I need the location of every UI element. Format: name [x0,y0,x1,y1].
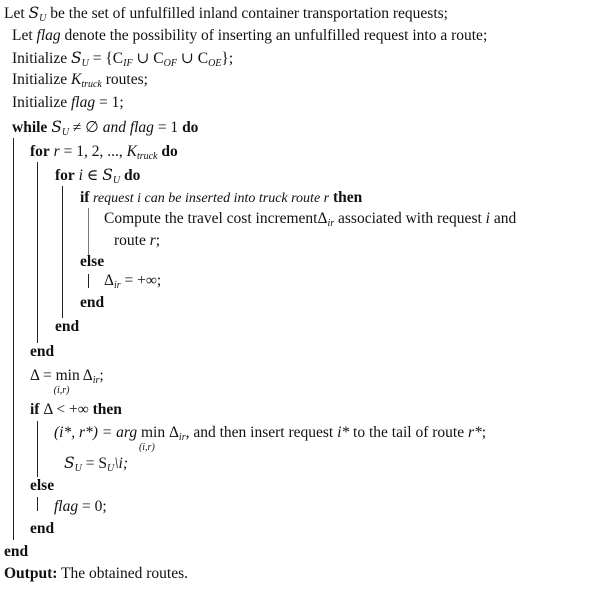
math-sub: truck [81,79,102,90]
text: ; [481,424,487,441]
math: Δ [79,367,93,384]
text: Compute the travel cost increment [104,210,318,227]
math: = 1 [153,119,183,136]
text: Initialize [12,94,71,111]
math: (i*, r*) = arg [54,424,141,441]
keyword-end: end [80,294,105,311]
math: min [140,424,166,441]
text: Let [4,5,29,22]
math-sub: U [39,13,47,24]
line-end-if [80,293,104,313]
math: = 0; [78,498,107,515]
math-var: r* [467,424,482,441]
forr-block-bar [37,162,38,343]
keyword-end: end [30,520,55,537]
line-compute [104,209,516,229]
math-var: flag [70,94,96,111]
fori-block-bar [62,186,63,318]
condition-text: request i can be inserted into truck route r [89,191,330,206]
math-sub: ir [178,432,186,443]
keyword-while: while [12,119,48,136]
keyword-else: else [80,253,105,270]
math-sub: ir [92,375,100,386]
keyword-end: end [30,343,55,360]
text: routes; [101,71,148,88]
text: route [114,232,150,249]
line-init-flag [12,93,124,113]
line-delta-inf [104,271,161,291]
line-else-2 [30,476,54,496]
math-under: (i,r) [138,442,155,453]
math: ∈ [82,167,103,184]
math: = {C [88,50,124,67]
math-set: S [64,454,75,472]
line-argmin [54,423,487,453]
line-for-r [30,142,178,162]
line-init-su [12,48,233,69]
keyword-then: then [329,189,363,206]
keyword-if: if [30,401,40,418]
math: ∪ C [132,50,164,67]
min-operator [53,366,80,396]
math-var: K [70,71,82,88]
keyword-end: end [55,318,80,335]
keyword-output: Output: [4,565,58,582]
text: Initialize [12,50,71,67]
line-end-for-i [55,317,79,337]
math-var: r [149,232,156,249]
line-init-k [12,70,148,90]
line-if [80,188,362,209]
math: Δ < +∞ [39,401,89,418]
math-sub: U [112,175,121,186]
text: associated with request [334,210,486,227]
line-su-update [64,453,128,474]
text: Let [12,27,37,44]
line-end-if-2 [30,519,54,539]
math: min [55,367,80,384]
math-sub: U [81,58,89,69]
math: }; [221,50,234,67]
while-block-bar [13,138,14,540]
line-let-su [4,3,448,24]
math: Δ [317,210,328,227]
line-output [4,564,188,584]
line-while [12,117,198,138]
math-sub: U [61,127,70,138]
math-sub: ir [113,280,121,291]
math: ≠ ∅ [69,119,103,136]
keyword-for: for [55,167,75,184]
else-block-bar [88,274,89,288]
math: = 1, 2, ..., [59,143,127,160]
keyword-for: for [30,143,50,160]
line-if-delta [30,400,122,420]
math-sub: U [74,463,82,474]
math-sub: ir [327,218,335,229]
math-sub: IF [123,58,133,69]
math: = S [81,455,107,472]
text: Initialize [12,71,71,88]
line-route [114,231,160,251]
keyword-do: do [120,167,141,184]
math-sub: truck [136,151,158,162]
math: ; [99,367,104,384]
if2-block-bar [37,421,38,477]
math: Δ [104,272,114,289]
keyword-else: else [30,477,55,494]
line-let-flag [12,26,487,46]
text: be the set of unfulfilled inland container transportation requests; [46,5,448,22]
text: and [489,210,517,227]
math: \i; [114,455,128,472]
math-under: (i,r) [53,385,70,396]
text: ; [155,232,161,249]
math-var: i* [337,424,350,441]
text: to the tail of route [349,424,468,441]
math: = +∞; [120,272,162,289]
math-var: flag [125,119,154,136]
keyword-end: end [4,543,29,560]
math-var: i [74,167,83,184]
line-delta-min [30,366,104,396]
math-var: K [126,143,137,160]
math-set: S [70,49,82,67]
math-sub: OF [163,58,177,69]
keyword-then: then [88,401,122,418]
math-sub: U [106,463,115,474]
line-flag-zero [54,497,107,517]
math-var: flag [54,498,79,515]
math: Δ = [30,367,56,384]
text: and [102,119,126,136]
math: Δ [165,424,179,441]
math-var: flag [36,27,61,44]
math: = 1; [95,94,124,111]
keyword-do: do [157,143,178,160]
argmin-operator [138,423,166,453]
line-end-while [4,542,28,562]
math-set: S [51,118,62,136]
else2-block-bar [37,497,38,511]
math: ∪ C [176,50,209,67]
math-set: S [28,4,40,22]
keyword-do: do [182,119,199,136]
line-end-for-r [30,342,54,362]
math-var: r [49,143,60,160]
if-block-bar [88,208,89,256]
text: The obtained routes. [57,565,188,582]
text: , and then insert request [185,424,338,441]
keyword-if: if [80,189,90,206]
math-var: i [485,210,490,227]
line-else [80,252,104,272]
text: denote the possibility of inserting an unfulfilled request into a route; [60,27,488,44]
math-set: S [102,166,113,184]
math-sub: OE [208,58,222,69]
line-for-i [55,165,140,186]
